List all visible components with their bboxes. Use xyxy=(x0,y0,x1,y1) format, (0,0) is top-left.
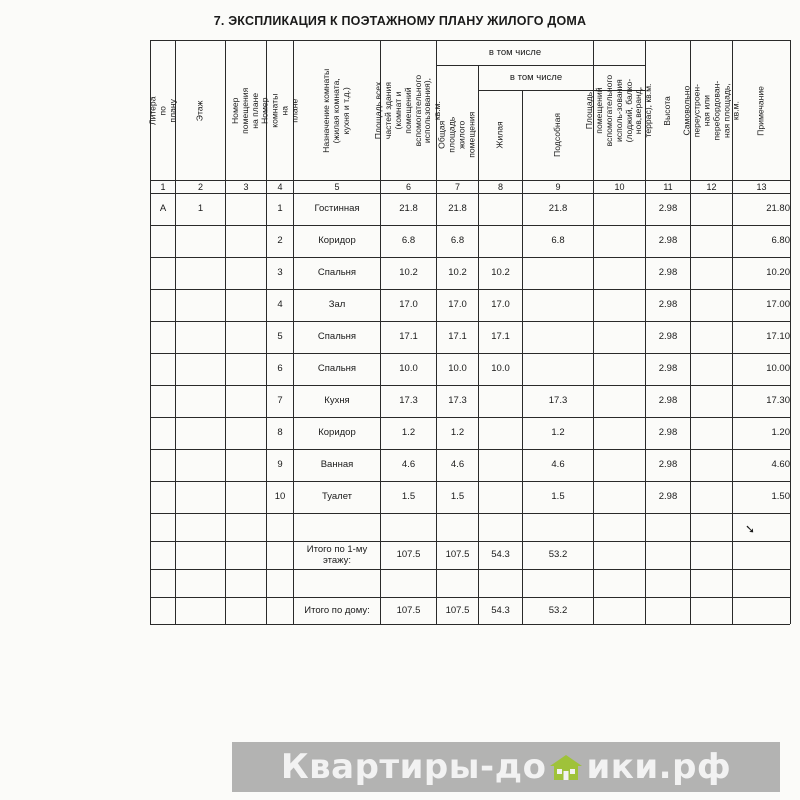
column-number: 4 xyxy=(277,181,283,192)
cell-room-number: 7 xyxy=(277,395,283,407)
cell-auxiliary xyxy=(523,258,593,289)
cell-room-purpose: Зал xyxy=(328,299,346,311)
cell-room-number: 6 xyxy=(277,363,283,375)
cell-room-purpose: Коридор xyxy=(318,427,356,439)
table-rule xyxy=(150,513,790,514)
header-total-area xyxy=(372,41,443,180)
floor-total-label: Итого по 1-му этажу: xyxy=(306,543,368,566)
column-number: 9 xyxy=(555,181,561,192)
cell-auxiliary: 17.3 xyxy=(548,395,568,407)
cell-living-premises-area: 21.8 xyxy=(448,203,467,215)
cell-auxiliary xyxy=(523,290,593,321)
column-number: 6 xyxy=(405,181,411,192)
cell-note: 1.20 xyxy=(771,427,790,439)
cell-auxiliary: 4.6 xyxy=(551,459,565,471)
cell-living xyxy=(479,386,522,417)
cell-note: 1.50 xyxy=(771,491,790,503)
column-number: 11 xyxy=(663,181,673,192)
cell-note: 21.80 xyxy=(766,203,790,215)
column-number: 2 xyxy=(197,181,203,192)
cell-note: 10.00 xyxy=(766,363,790,375)
header-liter-text: Литера по плану xyxy=(147,96,177,125)
cell-liter xyxy=(151,290,175,321)
cell-total-area: 6.8 xyxy=(401,235,416,247)
cell-living xyxy=(479,226,522,257)
cell-liter xyxy=(151,322,175,353)
header-floor xyxy=(176,41,225,180)
house-total-area: 107.5 xyxy=(396,604,421,616)
cell-liter xyxy=(151,258,175,289)
cell-note: 17.10 xyxy=(766,331,790,343)
floor-total-living: 54.3 xyxy=(491,549,510,561)
cell-room-purpose: Туалет xyxy=(321,491,353,503)
column-number: 5 xyxy=(334,181,340,192)
header-living-text: Жилая xyxy=(494,121,505,149)
column-number: 1 xyxy=(160,181,166,192)
cell-auxiliary: 1.2 xyxy=(551,427,565,439)
cell-floor xyxy=(176,354,225,385)
cell-living-premises-area: 6.8 xyxy=(450,235,465,247)
cell-room-number: 2 xyxy=(277,235,283,247)
watermark-text-right: ики.рф xyxy=(586,747,732,787)
cell-room-number: 1 xyxy=(277,203,283,215)
cell-total-area: 10.2 xyxy=(399,267,418,279)
cell-liter xyxy=(151,386,175,417)
cell-liter: А xyxy=(159,203,167,215)
cell-height: 2.98 xyxy=(658,395,678,407)
cell-total-area: 10.0 xyxy=(399,363,418,375)
cell-auxiliary xyxy=(523,322,593,353)
cell-height: 2.98 xyxy=(658,459,678,471)
cell-auxiliary: 1.5 xyxy=(551,491,565,503)
cell-living-premises-area: 1.2 xyxy=(450,427,465,439)
column-number: 8 xyxy=(497,181,503,192)
header-in-total: в том числе xyxy=(488,46,542,58)
cell-liter xyxy=(151,226,175,257)
cell-room-purpose: Спальня xyxy=(317,331,357,343)
header-total-area-text: Площадь всех частей здания (комнат и помещений вспомогательного использования), кв.м. xyxy=(372,74,443,147)
column-number: 10 xyxy=(614,181,625,192)
cell-total-area: 1.2 xyxy=(401,427,416,439)
cell-living: 10.2 xyxy=(491,267,510,279)
header-liter xyxy=(147,41,177,180)
header-premises-number-text: Номер помещения на плане xyxy=(230,87,260,134)
cell-total-area: 4.6 xyxy=(401,459,416,471)
floor-total-area: 107.5 xyxy=(396,549,421,561)
cell-room-number: 4 xyxy=(277,299,283,311)
cell-auxiliary: 6.8 xyxy=(551,235,565,247)
cell-height: 2.98 xyxy=(658,331,678,343)
house-total-auxiliary: 53.2 xyxy=(548,604,568,616)
cell-total-area: 17.0 xyxy=(399,299,418,311)
cell-floor xyxy=(176,418,225,449)
cell-room-purpose: Спальня xyxy=(317,363,357,375)
cell-living xyxy=(479,194,522,225)
cell-height: 2.98 xyxy=(658,491,678,503)
cell-living xyxy=(479,482,522,513)
cell-height: 2.98 xyxy=(658,363,678,375)
header-room-purpose xyxy=(294,41,380,180)
cell-floor xyxy=(176,450,225,481)
cell-note: 4.60 xyxy=(771,459,790,471)
column-number: 12 xyxy=(706,181,717,192)
cell-total-area: 1.5 xyxy=(401,491,416,503)
house-total-label: Итого по дому: xyxy=(304,604,370,616)
cell-auxiliary: 21.8 xyxy=(548,203,568,215)
cell-liter xyxy=(151,482,175,513)
cell-living-premises-area: 17.3 xyxy=(448,395,467,407)
column-number: 13 xyxy=(756,181,767,192)
column-number: 7 xyxy=(454,181,460,192)
cell-room-purpose: Спальня xyxy=(317,267,357,279)
cell-room-purpose: Кухня xyxy=(324,395,350,407)
cell-room-number: 9 xyxy=(277,459,283,471)
cell-total-area: 21.8 xyxy=(399,203,418,215)
cell-height: 2.98 xyxy=(658,203,678,215)
cell-living xyxy=(479,450,522,481)
cell-living: 17.1 xyxy=(491,331,510,343)
header-unauthorized-area-text: Самовольно переустроен-ная или перебордован-ная площадь, кв.м. xyxy=(680,80,741,141)
cell-floor xyxy=(176,482,225,513)
cell-note: 17.00 xyxy=(766,299,790,311)
header-auxiliary-text: Подсобная xyxy=(552,112,563,158)
cell-room-purpose: Гостинная xyxy=(314,203,360,215)
header-note-text: Примечание xyxy=(755,85,766,136)
cell-height: 2.98 xyxy=(658,299,678,311)
cell-floor xyxy=(176,386,225,417)
cell-total-area: 17.1 xyxy=(399,331,418,343)
cell-living-premises-area: 17.0 xyxy=(448,299,467,311)
mouse-cursor-icon: ➘ xyxy=(745,522,756,536)
cell-liter xyxy=(151,450,175,481)
cell-height: 2.98 xyxy=(658,267,678,279)
house-total-living-premises: 107.5 xyxy=(445,604,470,616)
house-icon xyxy=(546,752,586,782)
cell-floor xyxy=(176,258,225,289)
header-height-text: Высота xyxy=(662,95,673,126)
floor-total-auxiliary: 53.2 xyxy=(548,549,568,561)
header-note xyxy=(733,41,790,180)
header-aux-area xyxy=(583,41,654,180)
house-total-living: 54.3 xyxy=(491,604,510,616)
header-auxiliary xyxy=(523,90,593,180)
cell-room-purpose: Коридор xyxy=(318,235,356,247)
table-rule xyxy=(150,624,790,625)
cell-room-number: 3 xyxy=(277,267,283,279)
cell-floor xyxy=(176,290,225,321)
header-room-number-text: Номер комнаты на плане xyxy=(259,93,299,128)
table-rule xyxy=(150,569,790,570)
document-title: 7. ЭКСПЛИКАЦИЯ К ПОЭТАЖНОМУ ПЛАНУ ЖИЛОГО ДОМА xyxy=(213,14,587,28)
cell-room-number: 10 xyxy=(274,491,286,503)
cell-note: 6.80 xyxy=(771,235,790,247)
cell-room-number: 5 xyxy=(277,331,283,343)
cell-room-number: 8 xyxy=(277,427,283,439)
cell-liter xyxy=(151,418,175,449)
cell-room-purpose: Ванная xyxy=(320,459,354,471)
header-living-premises-area-text: Общая площадь жилого помещения xyxy=(436,111,477,159)
cell-note: 17.30 xyxy=(766,395,790,407)
floor-total-living-premises: 107.5 xyxy=(445,549,470,561)
cell-height: 2.98 xyxy=(658,235,678,247)
cell-auxiliary xyxy=(523,354,593,385)
table-rule xyxy=(790,40,791,624)
cell-liter xyxy=(151,354,175,385)
cell-floor xyxy=(176,322,225,353)
cell-height: 2.98 xyxy=(658,427,678,439)
watermark-text-left: Квартиры-до xyxy=(280,747,547,787)
header-room-number xyxy=(259,41,299,180)
header-room-purpose-text: Назначение комнаты (жилая комната, кухня и т.д.) xyxy=(321,68,351,153)
cell-living: 17.0 xyxy=(491,299,510,311)
cell-living-premises-area: 10.2 xyxy=(448,267,467,279)
cell-total-area: 17.3 xyxy=(399,395,418,407)
cell-living-premises-area: 1.5 xyxy=(450,491,465,503)
watermark-banner xyxy=(232,742,780,792)
cell-note: 10.20 xyxy=(766,267,790,279)
cell-living-premises-area: 17.1 xyxy=(448,331,467,343)
cell-floor xyxy=(176,226,225,257)
header-unauthorized-area xyxy=(680,41,741,180)
header-living xyxy=(479,90,522,180)
cell-living: 10.0 xyxy=(491,363,510,375)
header-aux-area-text: Площадь помещений вспомогательного исполь-зования (лоджий, балко-нов,веранд, террас), кв.м. xyxy=(583,74,654,147)
cell-living-premises-area: 10.0 xyxy=(448,363,467,375)
column-number: 3 xyxy=(243,181,249,192)
header-living-premises-area xyxy=(437,90,478,180)
header-floor-text: Этаж xyxy=(194,100,205,121)
cell-living-premises-area: 4.6 xyxy=(450,459,465,471)
header-in-total-nested: в том числе xyxy=(509,71,563,83)
cell-floor: 1 xyxy=(197,203,204,215)
cell-living xyxy=(479,418,522,449)
